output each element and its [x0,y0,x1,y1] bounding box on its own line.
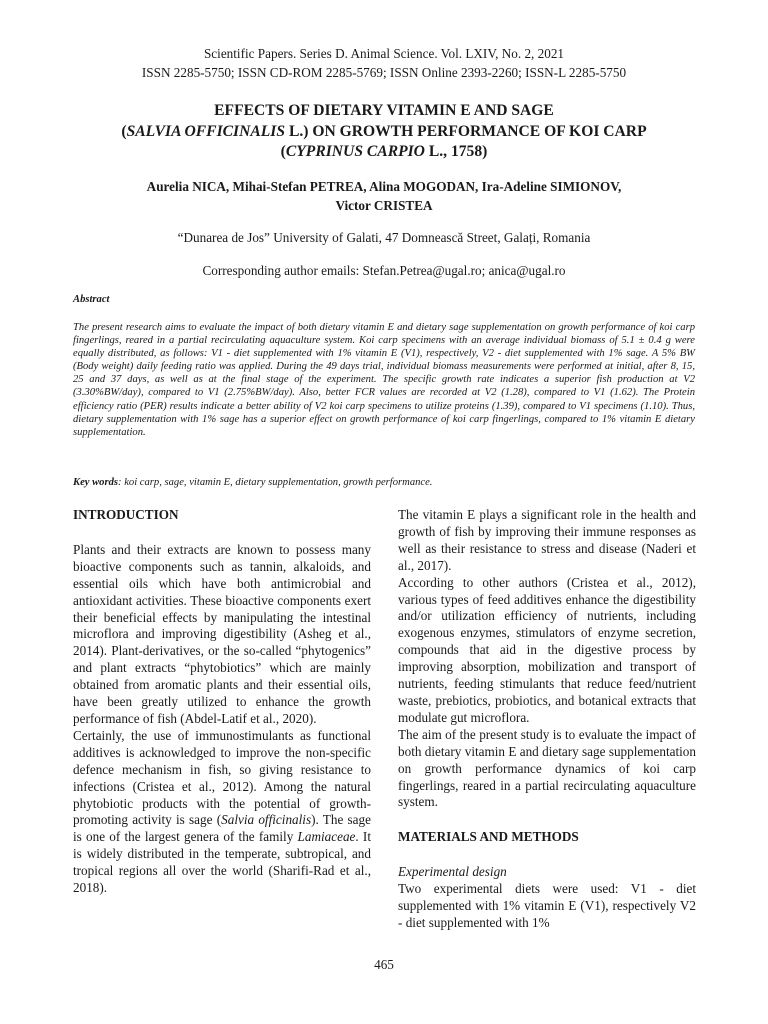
title-line-2-rest: L.) ON GROWTH PERFORMANCE OF KOI CARP [285,122,647,140]
introduction-heading: INTRODUCTION [73,507,179,522]
intro-p2-text-a: Certainly, the use of immunostimulants as functional additives is acknowledged to improve the non-specific defence mechanism in fish, so giving resistance to infections (Cristea et al., 2012). Among the natural phytobiotic products with the potential of growth-promoting activity is sage ( [73,727,371,828]
title-paren: ( [280,143,286,160]
materials-methods-heading: MATERIALS AND METHODS [398,829,579,845]
journal-header [0,44,768,82]
intro-paragraph-1: Plants and their extracts are known to possess many bioactive components such as tannin, alkaloids, and essential oils which have both antimicrobial and antioxidant activities. These bioactive components exert their beneficial effects by manipulating the intestinal microflora and improving digestibility (Asheg et al., 2014). Plant-derivatives, or the so-called “phytogenics” and plant extracts “phytobiotics” which are mainly obtained from aromatic plants and their essential oils, have been greatly utilized to enhance the growth performance of fish (Abdel-Latif et al., 2020). [73,541,371,726]
intro-paragraph-5: The aim of the present study is to evaluate the impact of both dietary vitamin E and dietary sage supplementation on growth performance dynamics of koi carp fingerlings, reared in a partial recirculating aquaculture system. [398,726,696,810]
authors-line-2: Victor CRISTEA [335,198,433,213]
intro-p2-text-c: . It is widely distributed in the temperate, subtropical, and tropical regions all over the world (Sharifi-Rad et al., 2018). [73,829,371,896]
abstract-body: The present research aims to evaluate the impact of both dietary vitamin E and dietary sage supplementation on growth performance of koi carp fingerlings, reared in a partial recirculating aquaculture system. Koi carp specimens with an average individual biomass of 5.1 ± 0.4 g were equally distributed, as follows: V1 - diet supplemented with 1% vitamin E (V1), respectively, V2 - diet supplemented with 1% sage. A 5% BW (Body weight) daily feeding ratio was applied. During the 49 days trial, individual biomass measurements were performed at initial, after 8, 15, 25 and 37 days, as well as at the final stage of the experiment. The specific growth rate indicates a superior fish production at V2 (3.30%BW/day), compared to V1 (2.75%BW/day). Also, better FCR values are recorded at V2 (1.28), compared to V1 (1.62). The Protein efficiency ratio (PER) results indicate a better ability of V2 koi carp specimens to utilize proteins (1.39), compared to V1 specimens (1.10). Thus, dietary supplementation with 1% sage has a superior effect on growth performance of koi carp fingerlings, compared to 1% vitamin E dietary supplementation. [73,322,695,438]
title-line-1: EFFECTS OF DIETARY VITAMIN E AND SAGE [214,102,554,119]
paper-title [60,101,708,163]
keywords-label: Key words [73,477,119,488]
right-column [398,507,696,932]
methods-paragraph-1: Two experimental diets were used: V1 - diet supplemented with 1% vitamin E (V1), respectively V2 - diet supplemented with 1% [398,881,696,930]
intro-p2-family: Lamiaceae [297,829,356,845]
abstract-heading: Abstract [73,294,110,305]
title-line-2 [60,122,708,143]
corresponding-emails: Corresponding author emails: Stefan.Petrea@ugal.ro; anica@ugal.ro [202,263,566,278]
spacer [398,846,696,864]
left-column [73,507,371,897]
issn-line: ISSN 2285-5750; ISSN CD-ROM 2285-5769; ISSN Online 2393-2260; ISSN-L 2285-5750 [141,65,627,80]
authors-line-1: Aurelia NICA, Mihai-Stefan PETREA, Alina MOGODAN, Ira-Adeline SIMIONOV, [146,179,622,194]
author-list [70,177,698,215]
spacer [73,524,371,542]
title-species-sage: SALVIA OFFICINALIS [126,122,286,140]
title-line-3 [60,142,708,163]
journal-line: Scientific Papers. Series D. Animal Science. Vol. LXIV, No. 2, 2021 [203,46,565,61]
intro-paragraph-4: According to other authors (Cristea et al., 2012), various types of feed additives enhance the digestibility and/or utilization efficiency of nutrients, including exogenous enzymes, stimulators of enzyme secretion, compounds that aid in the digestive process by improving absorption, mobilization and transport of nutrients, feeding stimulants that reduce feed/nutrient waste, prebiotics, probiotics, and botanical extracts that modulate gut microflora. [398,574,696,725]
title-species-carp: CYPRINUS CARPIO [285,143,425,160]
experimental-design-subheading: Experimental design [398,864,507,880]
title-paren: ( [121,122,127,140]
intro-paragraph-3: The vitamin E plays a significant role in the health and growth of fish by improving their immune responses as well as their resistance to stress and disease (Naderi et al., 2017). [398,507,696,573]
keywords [73,476,695,489]
title-line-3-rest: L., 1758) [424,143,488,160]
intro-paragraph-2 [73,728,371,897]
spacer [398,811,696,829]
intro-p2-text-b: ). The sage is one of the largest genera of the family [73,812,371,845]
page-number: 465 [374,957,394,972]
keywords-text: : koi carp, sage, vitamin E, dietary supplementation, growth performance. [118,477,433,488]
intro-p2-species: Salvia officinalis [221,812,312,828]
affiliation: “Dunarea de Jos” University of Galati, 47 Domnească Street, Galați, Romania [177,230,591,245]
